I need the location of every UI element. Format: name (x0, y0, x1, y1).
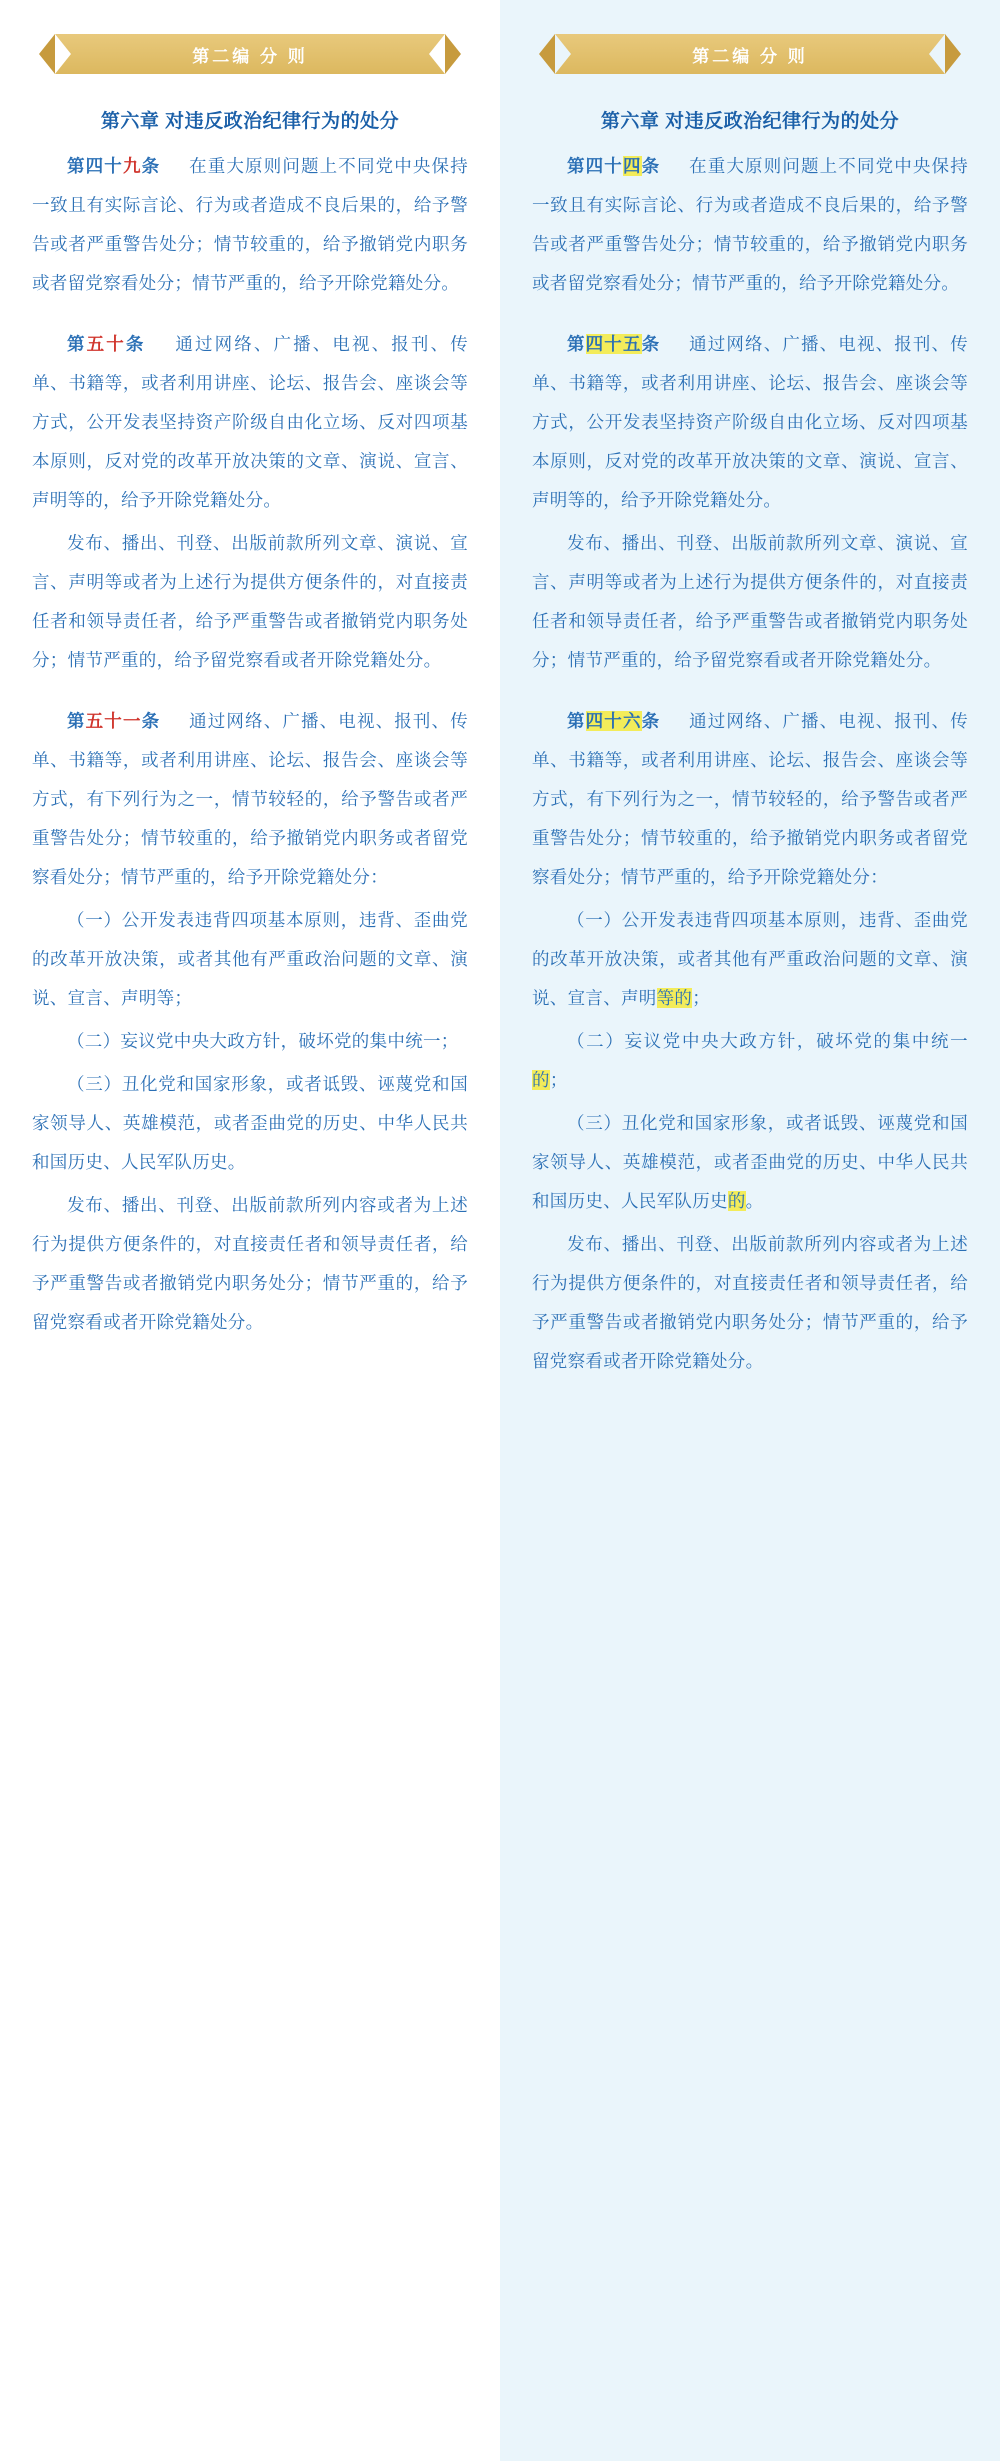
article-46-number-suffix: 条 (641, 711, 661, 731)
section-banner (555, 34, 945, 74)
article-46-item-1-text-b: ； (692, 988, 711, 1008)
article-45-number-suffix: 条 (641, 334, 661, 354)
article-45-number-prefix: 第 (567, 334, 586, 354)
article-49-number-key: 九 (122, 156, 142, 176)
article-46-item-3-highlight: 的 (727, 1191, 746, 1211)
banner-left-notch-icon (55, 34, 71, 74)
article-44 (532, 147, 968, 303)
article-49 (32, 147, 468, 303)
right-body (528, 141, 972, 1381)
section-banner (55, 34, 445, 74)
article-51-item-3: （三）丑化党和国家形象，或者诋毁、诬蔑党和国家领导人、英雄模范，或者歪曲党的历史、中华人民共和国历史、人民军队历史。 (32, 1074, 468, 1172)
chapter-title: 第六章 对违反政治纪律行为的处分 (600, 111, 900, 132)
article-49-text: 在重大原则问题上不同党中央保持一致且有实际言论、行为或者造成不良后果的，给予警告或者严重警告处分；情节较重的，给予撤销党内职务或者留党察看处分；情节严重的，给予开除党籍处分。 (32, 156, 468, 293)
article-51 (32, 702, 468, 897)
right-column-new-version (500, 0, 1000, 2461)
article-46-item-2-highlight: 的 (532, 1070, 550, 1090)
left-body (28, 141, 472, 1342)
banner-right-notch-icon (429, 34, 445, 74)
banner-label: 第二编 分 则 (692, 46, 808, 66)
article-51-number-key: 五十一 (85, 711, 142, 731)
chapter-title: 第六章 对违反政治纪律行为的处分 (100, 111, 400, 132)
article-46-item-3 (532, 1104, 968, 1221)
article-50-text: 通过网络、广播、电视、报刊、传单、书籍等，或者利用讲座、论坛、报告会、座谈会等方式，公开发表坚持资产阶级自由化立场、反对四项基本原则，反对党的改革开放决策的文章、演说、宣言、声明等的，给予开除党籍处分。 (32, 334, 468, 510)
article-50-number-suffix: 条 (125, 334, 146, 354)
right-banner-wrap (528, 0, 972, 74)
article-46-item-2-text-a: （二）妄议党中央大政方针，破坏党的集中统一 (567, 1031, 968, 1051)
article-51-tail: 发布、播出、刊登、出版前款所列内容或者为上述行为提供方便条件的，对直接责任者和领导责任者，给予严重警告或者撤销党内职务处分；情节严重的，给予留党察看或者开除党籍处分。 (32, 1195, 468, 1332)
article-46-number-prefix: 第 (567, 711, 586, 731)
article-46-item-1 (532, 901, 968, 1018)
article-46-item-2 (532, 1022, 968, 1100)
article-46-item-3-text-a: （三）丑化党和国家形象，或者诋毁、诬蔑党和国家领导人、英雄模范，或者歪曲党的历史、中华人民共和国历史、人民军队历史 (532, 1113, 968, 1211)
article-50-paragraph-2: 发布、播出、刊登、出版前款所列文章、演说、宣言、声明等或者为上述行为提供方便条件的，对直接责任者和领导责任者，给予严重警告或者撤销党内职务处分；情节严重的，给予留党察看或者开除党籍处分。 (32, 533, 468, 670)
article-51-item-1: （一）公开发表违背四项基本原则，违背、歪曲党的改革开放决策，或者其他有严重政治问题的文章、演说、宣言、声明等； (32, 910, 468, 1008)
article-46-text: 通过网络、广播、电视、报刊、传单、书籍等，或者利用讲座、论坛、报告会、座谈会等方式，有下列行为之一，情节较轻的，给予警告或者严重警告处分；情节较重的，给予撤销党内职务或者留党察看处分；情节严重的，给予开除党籍处分： (532, 711, 968, 887)
article-51-number-suffix: 条 (141, 711, 161, 731)
article-51-item-2: （二）妄议党中央大政方针，破坏党的集中统一； (67, 1031, 459, 1051)
article-46-item-1-text-a: （一）公开发表违背四项基本原则，违背、歪曲党的改革开放决策，或者其他有严重政治问题的文章、演说、宣言、声明 (532, 910, 968, 1008)
article-45 (532, 325, 968, 520)
article-46-item-3-text-b: 。 (745, 1191, 764, 1211)
article-44-number-suffix: 条 (641, 156, 661, 176)
article-50 (32, 325, 468, 520)
article-45-text: 通过网络、广播、电视、报刊、传单、书籍等，或者利用讲座、论坛、报告会、座谈会等方式，公开发表坚持资产阶级自由化立场、反对四项基本原则，反对党的改革开放决策的文章、演说、宣言、声明等的，给予开除党籍处分。 (532, 334, 968, 510)
article-46 (532, 702, 968, 897)
article-46-item-2-text-b: ； (549, 1070, 568, 1090)
article-45-paragraph-2: 发布、播出、刊登、出版前款所列文章、演说、宣言、声明等或者为上述行为提供方便条件的，对直接责任者和领导责任者，给予严重警告或者撤销党内职务处分；情节严重的，给予留党察看或者开除党籍处分。 (532, 533, 968, 670)
article-49-number-suffix: 条 (141, 156, 161, 176)
article-44-number-key: 四 (622, 156, 642, 176)
article-46-number-key: 四十六 (585, 711, 642, 731)
banner-left-notch-icon (555, 34, 571, 74)
left-banner-wrap (28, 0, 472, 74)
article-50-number-prefix: 第 (67, 334, 87, 354)
article-44-number-prefix: 第四十 (567, 156, 623, 176)
article-49-number-prefix: 第四十 (67, 156, 123, 176)
article-50-number-key: 五十 (86, 334, 126, 354)
banner-right-notch-icon (929, 34, 945, 74)
article-44-text: 在重大原则问题上不同党中央保持一致且有实际言论、行为或者造成不良后果的，给予警告或者严重警告处分；情节较重的，给予撤销党内职务或者留党察看处分；情节严重的，给予开除党籍处分。 (532, 156, 968, 293)
article-51-number-prefix: 第 (67, 711, 86, 731)
article-45-number-key: 四十五 (585, 334, 642, 354)
article-51-text: 通过网络、广播、电视、报刊、传单、书籍等，或者利用讲座、论坛、报告会、座谈会等方式，有下列行为之一，情节较轻的，给予警告或者严重警告处分；情节较重的，给予撤销党内职务或者留党察看处分；情节严重的，给予开除党籍处分： (32, 711, 468, 887)
article-46-tail: 发布、播出、刊登、出版前款所列内容或者为上述行为提供方便条件的，对直接责任者和领导责任者，给予严重警告或者撤销党内职务处分；情节严重的，给予留党察看或者开除党籍处分。 (532, 1234, 968, 1371)
article-46-item-1-highlight: 等的 (656, 988, 693, 1008)
banner-label: 第二编 分 则 (192, 46, 308, 66)
